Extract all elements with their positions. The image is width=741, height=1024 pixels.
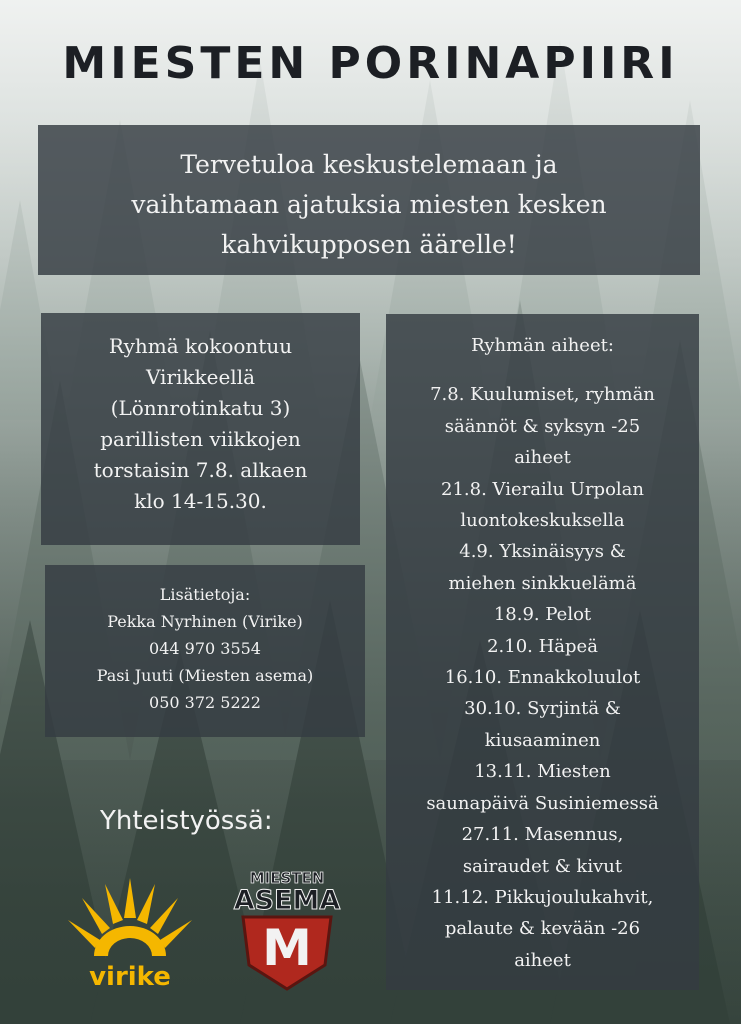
asema-logo-letter: M xyxy=(262,919,312,977)
virike-logo xyxy=(60,870,200,992)
topic-line: luontokeskuksella xyxy=(460,510,625,532)
topic-line: 7.8. Kuulumiset, ryhmän xyxy=(430,384,655,406)
topics-heading: Ryhmän aiheet: xyxy=(471,335,614,356)
contact-panel xyxy=(45,565,365,737)
meeting-line: parillisten viikkojen xyxy=(100,427,301,451)
topic-line: 27.11. Masennus, xyxy=(461,824,624,846)
welcome-line: kahvikupposen äärelle! xyxy=(221,230,517,259)
cooperation-label: Yhteistyössä: xyxy=(100,806,273,836)
topic-line: miehen sinkkuelämä xyxy=(448,572,637,594)
topic-line: 2.10. Häpeä xyxy=(487,635,598,657)
topic-line: 13.11. Miesten xyxy=(474,761,611,783)
topic-line: kiusaaminen xyxy=(484,729,601,751)
topics-panel xyxy=(386,314,699,990)
topic-line: 11.12. Pikkujoulukahvit, xyxy=(431,886,654,908)
contact-heading: Lisätietoja: xyxy=(159,585,251,604)
topic-line: 16.10. Ennakkoluulot xyxy=(444,667,641,689)
meeting-info-panel xyxy=(41,313,360,545)
topic-line: säännöt & syksyn -25 xyxy=(444,415,641,437)
asema-logo-main-text: ASEMA xyxy=(233,885,341,916)
topic-line: 18.9. Pelot xyxy=(493,604,592,626)
welcome-panel xyxy=(38,125,700,275)
asema-logo-top-text: MIESTEN xyxy=(249,869,325,887)
topic-line: 4.9. Yksinäisyys & xyxy=(459,541,626,563)
meeting-line: Ryhmä kokoontuu xyxy=(108,334,293,358)
topic-line: palaute & kevään -26 xyxy=(444,918,641,940)
topic-line: 30.10. Syrjintä & xyxy=(464,698,621,720)
contact-phone: 044 970 3554 xyxy=(149,639,261,658)
meeting-line: torstaisin 7.8. alkaen xyxy=(93,458,308,482)
welcome-line: vaihtamaan ajatuksia miesten kesken xyxy=(131,190,607,219)
topic-line: aiheet xyxy=(514,447,571,469)
welcome-line: Tervetuloa keskustelemaan ja xyxy=(180,150,558,179)
topic-line: saunapäivä Susiniemessä xyxy=(426,792,659,814)
virike-logo-text: virike xyxy=(89,962,171,992)
miesten-asema-logo xyxy=(225,865,350,993)
topic-line: 21.8. Vierailu Urpolan xyxy=(441,478,644,500)
meeting-line: (Lönnrotinkatu 3) xyxy=(110,396,291,420)
topic-line: sairaudet & kivut xyxy=(462,855,623,877)
meeting-line: Virikkeellä xyxy=(145,365,256,389)
contact-name: Pekka Nyrhinen (Virike) xyxy=(107,612,303,631)
topic-line: aiheet xyxy=(514,949,571,971)
page-title: MIESTEN PORINAPIIRI xyxy=(62,38,679,89)
meeting-line: klo 14-15.30. xyxy=(134,489,267,513)
contact-name: Pasi Juuti (Miesten asema) xyxy=(96,666,314,685)
contact-phone: 050 372 5222 xyxy=(149,693,261,712)
